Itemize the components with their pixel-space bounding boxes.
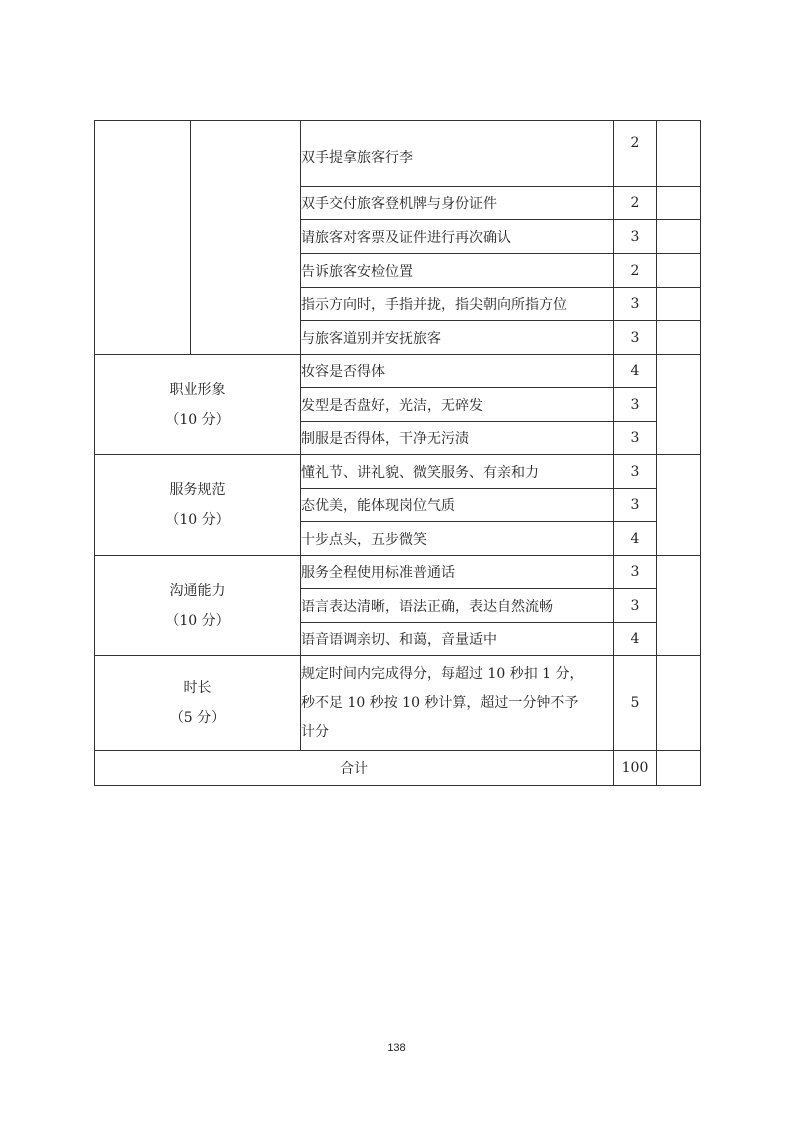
table-row	[95, 455, 701, 489]
score-value: 3	[614, 288, 657, 321]
score-value: 2	[614, 187, 657, 220]
criterion-text: 告诉旅客安检位置	[301, 254, 614, 288]
table-row	[95, 121, 701, 187]
score-value: 3	[614, 321, 657, 355]
total-score: 100	[614, 751, 657, 786]
criterion-text: 十步点头，五步微笑	[301, 522, 614, 556]
actual-score-cell	[657, 254, 701, 288]
actual-score-cell	[657, 751, 701, 786]
category-name: 时长	[183, 680, 212, 696]
score-value: 3	[614, 556, 657, 589]
actual-score-cell	[657, 288, 701, 321]
criterion-text: 指示方向时，手指并拢，指尖朝向所指方位	[301, 288, 614, 321]
criterion-text	[301, 656, 614, 751]
criterion-text: 双手交付旅客登机牌与身份证件	[301, 187, 614, 220]
score-value: 2	[614, 121, 657, 187]
category-points: （10 分）	[165, 411, 230, 428]
category-cell-empty	[95, 121, 191, 355]
criterion-line: 秒不足 10 秒按 10 秒计算，超过一分钟不予	[301, 694, 579, 711]
actual-score-cell	[657, 455, 701, 556]
total-row	[95, 751, 701, 786]
score-value: 2	[614, 254, 657, 288]
page-number: 138	[387, 1042, 406, 1054]
category-name: 服务规范	[169, 482, 226, 498]
criterion-text: 请旅客对客票及证件进行再次确认	[301, 220, 614, 254]
score-value: 3	[614, 589, 657, 623]
criterion-line: 计分	[301, 723, 329, 740]
criterion-text: 服务全程使用标准普通话	[301, 556, 614, 589]
actual-score-cell	[657, 656, 701, 751]
score-value: 3	[614, 422, 657, 455]
criterion-text: 态优美，能体现岗位气质	[301, 489, 614, 522]
score-value: 3	[614, 388, 657, 422]
category-cell	[95, 656, 301, 751]
score-value: 4	[614, 355, 657, 388]
criterion-line: 规定时间内完成得分，每超过 10 秒扣 1 分，	[301, 665, 584, 682]
actual-score-cell	[657, 121, 701, 187]
actual-score-cell	[657, 187, 701, 220]
category-name: 职业形象	[169, 381, 226, 398]
criterion-text: 发型是否盘好，光洁，无碎发	[301, 388, 614, 422]
actual-score-cell	[657, 556, 701, 656]
score-value: 4	[614, 522, 657, 556]
criterion-text: 语音语调亲切、和蔼，音量适中	[301, 623, 614, 656]
criterion-text: 与旅客道别并安抚旅客	[301, 321, 614, 355]
score-value: 4	[614, 623, 657, 656]
score-value: 3	[614, 489, 657, 522]
score-value: 3	[614, 220, 657, 254]
score-value: 3	[614, 455, 657, 489]
criterion-text: 懂礼节、讲礼貌、微笑服务、有亲和力	[301, 455, 614, 489]
score-value: 5	[614, 656, 657, 751]
category-cell	[95, 556, 301, 656]
actual-score-cell	[657, 355, 701, 455]
actual-score-cell	[657, 321, 701, 355]
criterion-text: 语言表达清晰，语法正确，表达自然流畅	[301, 589, 614, 623]
category-name: 沟通能力	[169, 582, 226, 599]
criterion-text: 制服是否得体，干净无污渍	[301, 422, 614, 455]
actual-score-cell	[657, 220, 701, 254]
scoring-table	[94, 120, 701, 786]
total-label: 合计	[95, 751, 614, 786]
subcategory-cell-empty	[191, 121, 301, 355]
category-points: （10 分）	[165, 612, 230, 629]
category-points: （5 分）	[169, 710, 226, 726]
table-row	[95, 556, 701, 589]
table-row	[95, 355, 701, 388]
category-cell	[95, 355, 301, 455]
category-points: （10 分）	[165, 512, 230, 528]
table-row	[95, 656, 701, 751]
criterion-text: 妆容是否得体	[301, 355, 614, 388]
criterion-text: 双手提拿旅客行李	[301, 121, 614, 187]
category-cell	[95, 455, 301, 556]
